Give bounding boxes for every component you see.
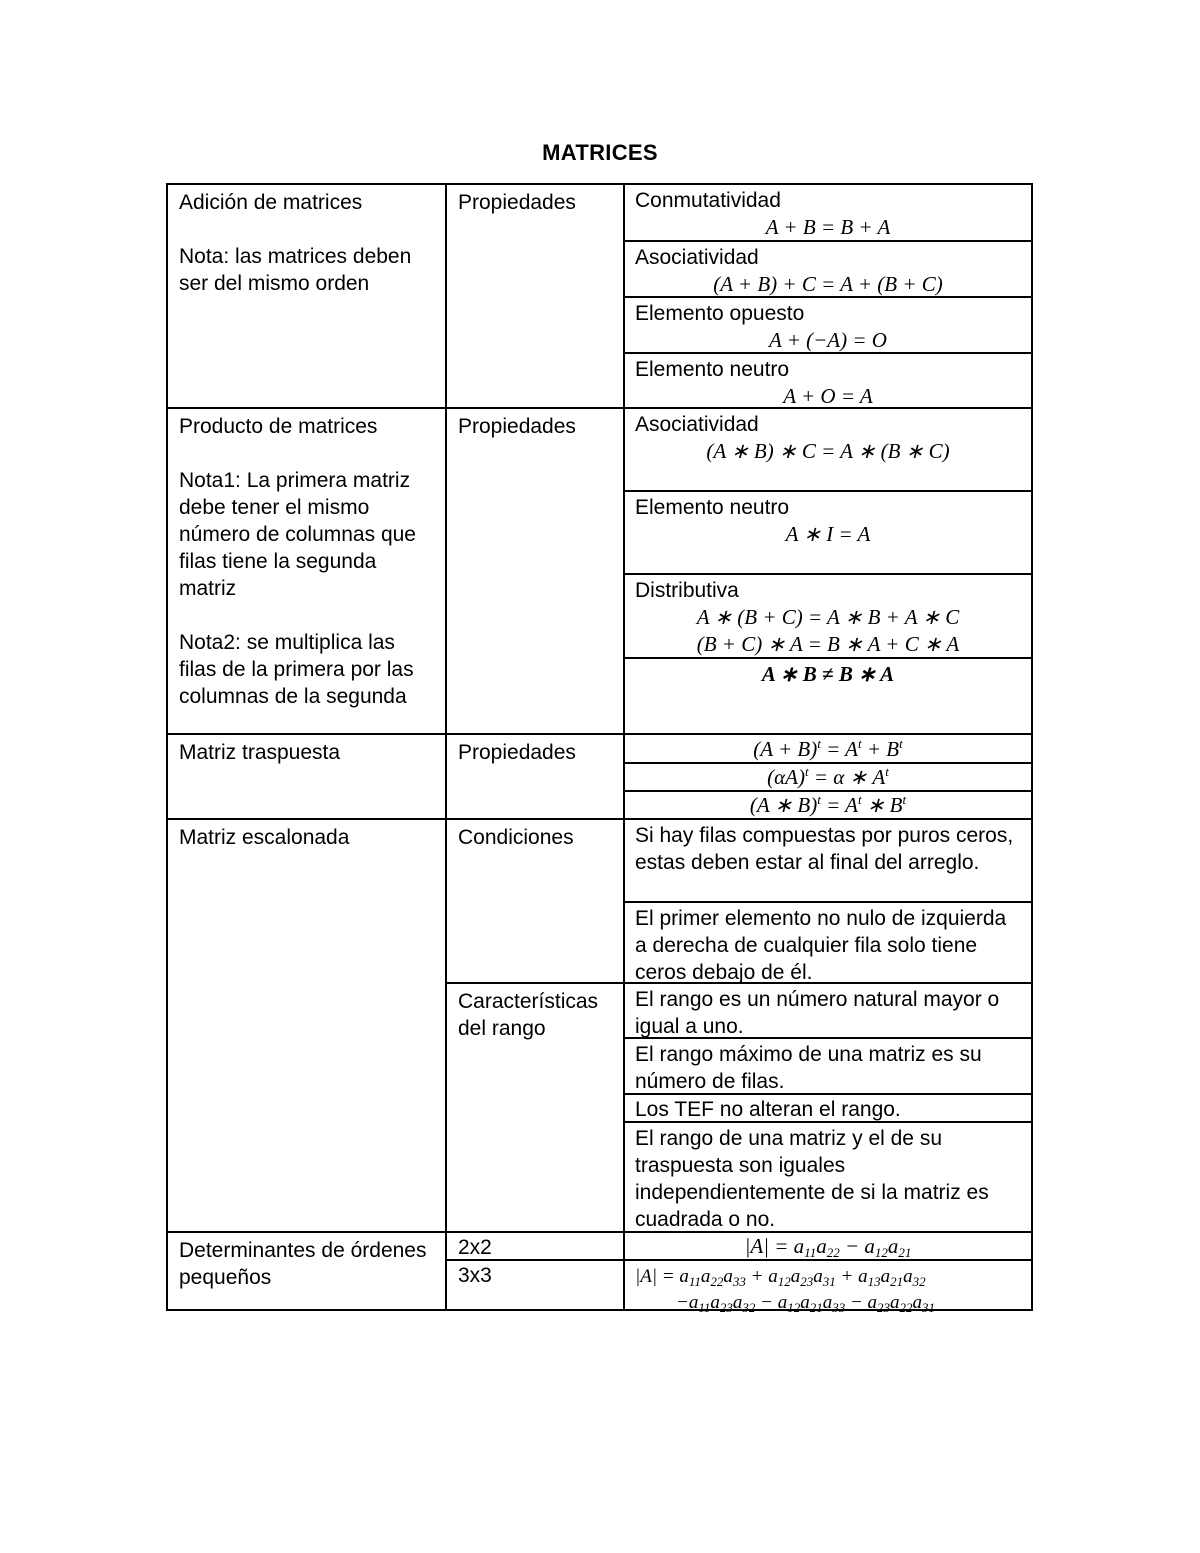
rank-text: Los TEF no alteran el rango. [635,1098,901,1121]
property-label: Distributiva [635,579,739,602]
property-cell [625,185,1031,240]
rank-cell [625,1095,1031,1123]
det2-formula: $|A| = a_{11}a_{22} - a_{12}a_{21}$ [744,1234,912,1260]
section-name: Adición de matrices [179,191,363,214]
property-formula: (A + B) + C = A + (B + C) [713,272,943,296]
matrices-summary-table [166,183,1033,1315]
section-name: Matriz escalonada [179,826,350,849]
kind-label: 2x2 [458,1236,492,1259]
section-note: Nota: las matrices deben ser del mismo orden [179,245,412,295]
kind-label: Propiedades [458,741,576,764]
property-cell [625,575,1031,657]
transpose-formula-cell [625,764,1031,790]
property-formula: A + (−A) = O [769,328,887,352]
condition-cell [625,903,1031,986]
rank-text: El rango es un número natural mayor o igual a uno. [635,988,1000,1038]
kind-label: 3x3 [458,1264,492,1287]
property-label: Asociatividad [635,246,759,269]
rank-cell [625,984,1031,1040]
rank-kind-cell [447,984,623,1042]
kind-label: Características del rango [458,990,599,1040]
section-note: Nota1: La primera matriz debe tener el mismo número de columnas que filas tiene la segunda matriz [179,469,416,600]
property-label: Elemento opuesto [635,302,805,325]
transpose-formula: $(\alpha A)^t = \alpha$ ∗ $A^t$ [767,764,889,789]
property-cell [625,354,1031,407]
rank-cell [625,1123,1031,1233]
product-kind-cell [447,409,623,440]
rank-text: El rango de una matriz y el de su traspuesta son iguales independientemente de si la matriz es cuadrada o no. [635,1127,989,1231]
property-cell [625,492,1031,573]
kind-label: Propiedades [458,191,576,214]
det2-formula-cell [625,1233,1031,1259]
property-cell [625,659,1031,733]
property-label: Elemento neutro [635,358,790,381]
noncommutative-formula: A ∗ B ≠ B ∗ A [761,662,895,686]
section-note: Nota2: se multiplica las filas de la primera por las columnas de la segunda [179,631,414,708]
det3-formula-line2: $-a_{11}a_{23}a_{32} - a_{12}a_{21}a_{33} - a_{23}a_{22}a_{31}$ [676,1292,936,1315]
transpose-formula-cell [625,736,1031,762]
det2-kind-cell [447,1232,623,1261]
property-formula: (A ∗ B) ∗ C = A ∗ (B ∗ C) [706,439,950,463]
transpose-formula-cell [625,792,1031,818]
condition-text: El primer elemento no nulo de izquierda a derecha de cualquier fila solo tiene ceros debajo de él. [635,907,1007,984]
determinants-label-cell [168,1233,445,1291]
property-label: Asociatividad [635,413,759,436]
kind-label: Propiedades [458,415,576,438]
property-formula: A + O = A [783,384,873,408]
det3-formula-cell [625,1262,1031,1316]
condition-text: Si hay filas compuestas por puros ceros, estas deben estar al final del arreglo. [635,824,1014,874]
property-formula: A ∗ I = A [785,522,871,546]
rank-cell [625,1039,1031,1095]
page-title: MATRICES [542,140,658,165]
section-name: Producto de matrices [179,415,378,438]
transpose-kind-cell [447,735,623,766]
property-label: Elemento neutro [635,496,790,519]
det3-kind-cell [447,1261,623,1289]
product-label-cell [168,409,445,710]
property-formula: (B + C) ∗ A = B ∗ A + C ∗ A [696,632,960,656]
property-cell [625,242,1031,296]
transpose-label-cell [168,735,445,766]
property-cell [625,409,1031,490]
addition-kind-cell [447,185,623,216]
echelon-kind-cell [447,820,623,851]
section-name: Determinantes de órdenes pequeños [179,1239,427,1289]
addition-label-cell [168,185,445,407]
section-name: Matriz traspuesta [179,741,341,764]
echelon-label-cell [168,820,445,851]
property-cell [625,298,1031,352]
det3-formula-line1: $|A| = a_{11}a_{22}a_{33} + a_{12}a_{23}a_{31} + a_{13}a_{21}a_{32}$ [635,1266,926,1289]
transpose-formula: $(A + B)^t = A^t + B^t$ [753,736,903,761]
property-label: Conmutatividad [635,189,781,212]
kind-label: Condiciones [458,826,574,849]
condition-cell [625,820,1031,876]
property-formula: A ∗ (B + C) = A ∗ B + A ∗ C [696,605,960,629]
transpose-formula: (A ∗ $B)^t = A^t$ ∗ $B^t$ [749,792,907,817]
property-formula: A + B = B + A [765,215,891,239]
rank-text: El rango máximo de una matriz es su número de filas. [635,1043,982,1093]
